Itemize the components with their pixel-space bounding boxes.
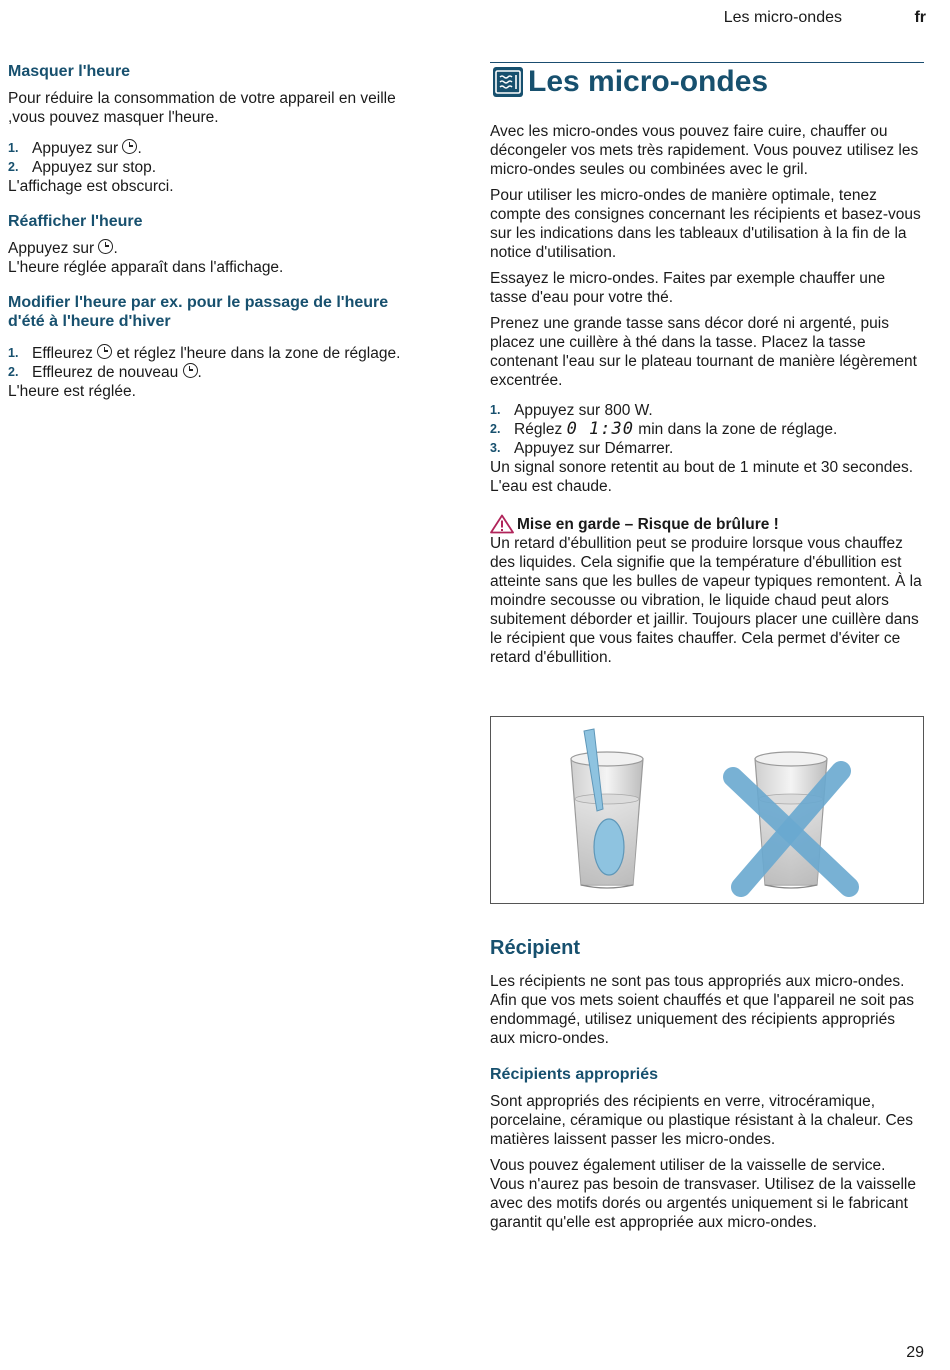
reafficher-text-end: . (113, 240, 118, 257)
step-list-micro-ondes (490, 401, 924, 496)
step-text: Appuyez sur 800 W. (514, 402, 653, 419)
step-text-end: . (137, 140, 142, 157)
step-number: 3. (490, 441, 501, 455)
list-item (8, 139, 428, 158)
recipient-section (490, 936, 922, 1239)
step-text: Appuyez sur stop. (32, 159, 157, 176)
paragraph-masquer-intro: Pour réduire la consommation de votre appareil en veille ,vous pouvez masquer l'heure. (8, 90, 396, 126)
clock-icon (98, 239, 113, 254)
step-result: Un signal sonore retentit au bout de 1 minute et 30 secondes. L'eau est chaude. (490, 459, 914, 495)
list-item (8, 158, 428, 177)
heading-modifier-heure: Modifier l'heure par ex. pour le passage de l'heure d'été à l'heure d'hiver (8, 294, 389, 330)
warning-text: Un retard d'ébullition peut se produire lorsque vous chauffez des liquides. Cela signifie que la température d'ébullition est atteinte sans que les bulles de vapeur typiques remontent. À la moindre secousse ou vibration, le liquide chaud peut alors subitement déborder et jaillir. Toujours placer une cuillère dans le récipient que vous faites chauffer. Cela permet d'éviter ce retard d'ébullition. (490, 535, 922, 666)
heading-masquer-heure: Masquer l'heure (8, 63, 131, 80)
step-text: Effleurez de nouveau (32, 364, 183, 381)
step-text-cont: et réglez l'heure dans la zone de réglage. (112, 345, 401, 362)
step-result: L'affichage est obscurci. (8, 178, 174, 195)
step-number: 2. (8, 160, 19, 174)
step-text: Appuyez sur Démarrer. (514, 440, 674, 457)
illustration-glasses (490, 716, 924, 904)
list-item (490, 439, 924, 458)
running-header-section: Les micro-ondes (723, 9, 842, 26)
step-result: L'heure est réglée. (8, 383, 136, 400)
clock-icon (183, 363, 198, 378)
step-text-end: . (197, 364, 202, 381)
warning-heading (490, 514, 924, 534)
warning-title: Mise en garde – Risque de brûlure ! (517, 515, 779, 533)
heading-recipient: Récipient (490, 937, 581, 959)
page-title: Les micro-ondes (528, 65, 769, 98)
section-title-bar (490, 62, 924, 103)
step-number: 2. (490, 422, 501, 436)
clock-icon (122, 139, 137, 154)
clock-icon (97, 344, 112, 359)
microwave-icon (492, 66, 524, 98)
step-text-cont: min dans la zone de réglage. (633, 421, 838, 438)
glasses-illustration (491, 717, 923, 903)
list-item (8, 363, 428, 382)
step-number: 1. (8, 346, 19, 360)
running-header-language: fr (914, 9, 926, 26)
step-number: 1. (8, 141, 19, 155)
list-item (8, 344, 428, 363)
warning-triangle-icon (490, 514, 514, 534)
paragraph-intro: Avec les micro-ondes vous pouvez faire cuire, chauffer ou décongeler vos mets très rapidement. Vous pouvez utilisez les micro-ondes seules ou combinées avec le gril. (490, 123, 919, 178)
reafficher-line (8, 239, 428, 258)
reafficher-result: L'heure réglée apparaît dans l'affichage. (8, 259, 284, 276)
right-column (490, 62, 924, 674)
glass-with-spoon (571, 729, 643, 888)
reafficher-text: Appuyez sur (8, 240, 99, 257)
step-list-modifier (8, 344, 428, 401)
step-number: 1. (490, 403, 501, 417)
lcd-display-value: 0 1:30 (566, 419, 634, 439)
step-text: Appuyez sur (32, 140, 123, 157)
step-text: Réglez (514, 421, 567, 438)
step-number: 2. (8, 365, 19, 379)
paragraph-usage: Pour utiliser les micro-ondes de manière optimale, tenez compte des consignes concernant les récipients et basez-vous sur les indications dans les tableaux d'utilisation à la fin de la notice d'utilisation. (490, 187, 921, 261)
paragraph-recipient: Les récipients ne sont pas tous appropriés aux micro-ondes. Afin que vos mets soient chauffés et que l'appareil ne soit pas endommagé, utilisez uniquement des récipients appropriés aux micro-ondes. (490, 973, 915, 1047)
paragraph-instructions: Prenez une grande tasse sans décor doré ni argenté, puis placez une cuillère à thé dans la tasse. Placez la tasse contenant l'eau sur le plateau tournant de manière légèrement excentrée. (490, 315, 917, 389)
step-list-masquer (8, 139, 428, 196)
step-text: Effleurez (32, 345, 98, 362)
page-number: 29 (906, 1344, 924, 1361)
list-item (490, 420, 924, 439)
paragraph-materials: Sont appropriés des récipients en verre, vitrocéramique, porcelaine, céramique ou plastique résistant à la chaleur. Ces matières laissent passer les micro-ondes. (490, 1093, 914, 1148)
list-item (490, 401, 924, 420)
heading-reafficher-heure: Réafficher l'heure (8, 213, 143, 230)
paragraph-vaisselle: Vous pouvez également utiliser de la vaisselle de service. Vous n'aurez pas besoin de transvaser. Utilisez de la vaisselle avec des motifs dorés ou argentés uniquement si le fabricant garantit qu'elle est appropriée aux micro-ondes. (490, 1157, 917, 1231)
left-column (8, 62, 428, 401)
paragraph-try: Essayez le micro-ondes. Faites par exemple chauffer une tasse d'eau pour votre thé. (490, 270, 886, 306)
heading-recipients-appropries: Récipients appropriés (490, 1066, 659, 1083)
